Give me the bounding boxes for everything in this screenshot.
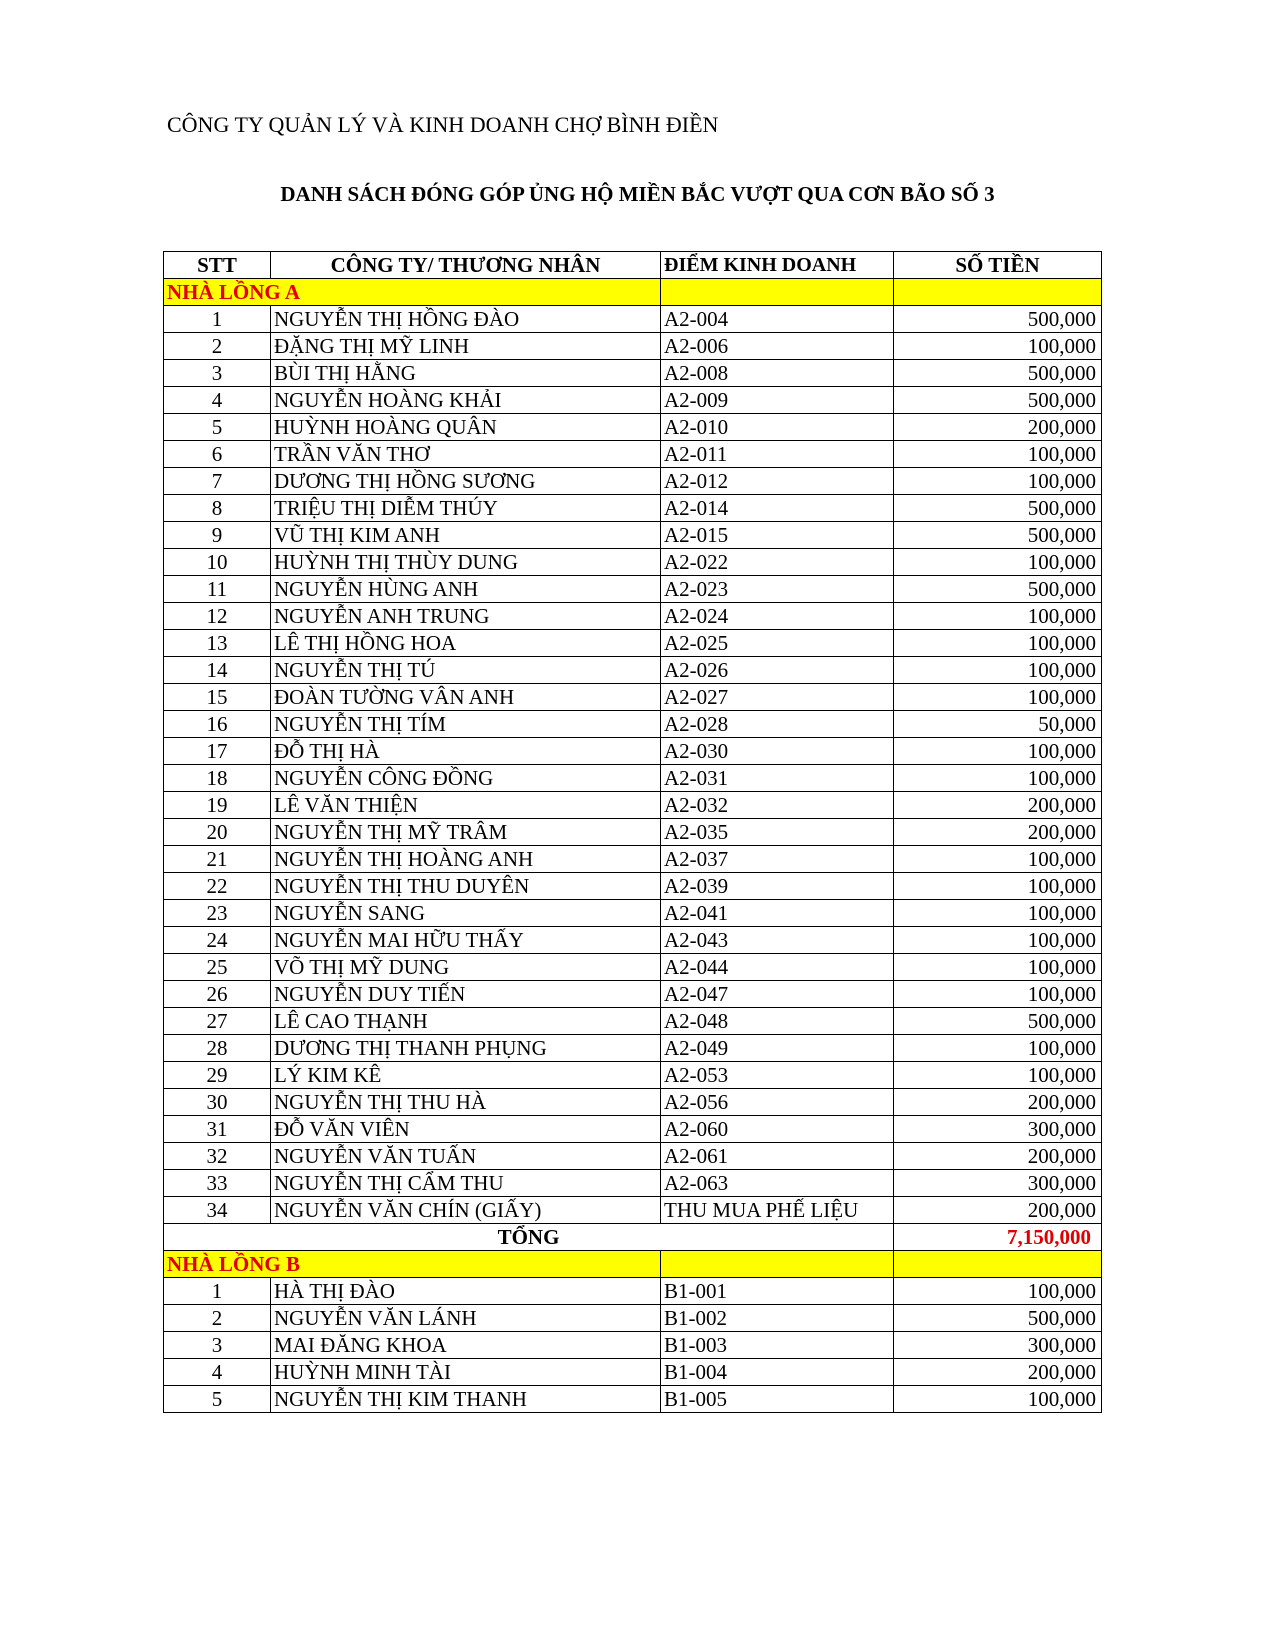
row-stt: 32 bbox=[164, 1143, 271, 1170]
row-stt: 11 bbox=[164, 576, 271, 603]
row-name: TRIỆU THỊ DIỄM THÚY bbox=[271, 495, 661, 522]
row-amount: 500,000 bbox=[894, 360, 1102, 387]
row-location: A2-048 bbox=[661, 1008, 894, 1035]
row-location: B1-002 bbox=[661, 1305, 894, 1332]
row-stt: 4 bbox=[164, 387, 271, 414]
row-amount: 200,000 bbox=[894, 414, 1102, 441]
row-name: NGUYỄN THỊ THU DUYÊN bbox=[271, 873, 661, 900]
row-stt: 22 bbox=[164, 873, 271, 900]
row-stt: 1 bbox=[164, 1278, 271, 1305]
row-name: LÊ THỊ HỒNG HOA bbox=[271, 630, 661, 657]
row-location: A2-026 bbox=[661, 657, 894, 684]
row-name: NGUYỄN THỊ HỒNG ĐÀO bbox=[271, 306, 661, 333]
row-location: A2-012 bbox=[661, 468, 894, 495]
table-row bbox=[164, 522, 1102, 549]
row-stt: 3 bbox=[164, 1332, 271, 1359]
row-name: LÝ KIM KÊ bbox=[271, 1062, 661, 1089]
row-amount: 300,000 bbox=[894, 1170, 1102, 1197]
row-amount: 100,000 bbox=[894, 954, 1102, 981]
row-stt: 25 bbox=[164, 954, 271, 981]
row-amount: 200,000 bbox=[894, 1197, 1102, 1224]
table-row bbox=[164, 576, 1102, 603]
row-location: A2-044 bbox=[661, 954, 894, 981]
company-name: CÔNG TY QUẢN LÝ VÀ KINH DOANH CHỢ BÌNH ĐIỀN bbox=[167, 112, 719, 137]
table-row bbox=[164, 387, 1102, 414]
row-stt: 17 bbox=[164, 738, 271, 765]
row-name: DƯƠNG THỊ HỒNG SƯƠNG bbox=[271, 468, 661, 495]
row-stt: 12 bbox=[164, 603, 271, 630]
table-header-row bbox=[164, 252, 1102, 279]
row-name: DƯƠNG THỊ THANH PHỤNG bbox=[271, 1035, 661, 1062]
row-location: A2-011 bbox=[661, 441, 894, 468]
section-empty-cell bbox=[661, 1251, 894, 1278]
row-amount: 200,000 bbox=[894, 1089, 1102, 1116]
table-row bbox=[164, 468, 1102, 495]
row-stt: 5 bbox=[164, 414, 271, 441]
row-amount: 500,000 bbox=[894, 495, 1102, 522]
section-header-row bbox=[164, 1251, 1102, 1278]
row-amount: 100,000 bbox=[894, 1062, 1102, 1089]
row-stt: 24 bbox=[164, 927, 271, 954]
row-location: B1-005 bbox=[661, 1386, 894, 1413]
table-row bbox=[164, 360, 1102, 387]
row-location: A2-010 bbox=[661, 414, 894, 441]
table-row bbox=[164, 711, 1102, 738]
row-name: NGUYỄN DUY TIẾN bbox=[271, 981, 661, 1008]
row-name: ĐỖ THỊ HÀ bbox=[271, 738, 661, 765]
table-row bbox=[164, 900, 1102, 927]
row-stt: 18 bbox=[164, 765, 271, 792]
total-row bbox=[164, 1224, 1102, 1251]
row-name: ĐỖ VĂN VIÊN bbox=[271, 1116, 661, 1143]
row-name: HUỲNH MINH TÀI bbox=[271, 1359, 661, 1386]
header-stt: STT bbox=[164, 252, 271, 279]
row-amount: 200,000 bbox=[894, 792, 1102, 819]
row-location: A2-015 bbox=[661, 522, 894, 549]
table-body bbox=[164, 279, 1102, 1413]
table-row bbox=[164, 333, 1102, 360]
row-name: NGUYỄN CÔNG ĐỒNG bbox=[271, 765, 661, 792]
table-row bbox=[164, 792, 1102, 819]
row-amount: 100,000 bbox=[894, 1035, 1102, 1062]
table-row bbox=[164, 1116, 1102, 1143]
total-amount: 7,150,000 bbox=[894, 1224, 1102, 1251]
table-row bbox=[164, 1305, 1102, 1332]
row-amount: 500,000 bbox=[894, 522, 1102, 549]
row-stt: 23 bbox=[164, 900, 271, 927]
section-empty-cell bbox=[894, 1251, 1102, 1278]
row-name: ĐOÀN TƯỜNG VÂN ANH bbox=[271, 684, 661, 711]
row-amount: 300,000 bbox=[894, 1332, 1102, 1359]
row-stt: 3 bbox=[164, 360, 271, 387]
row-location: A2-028 bbox=[661, 711, 894, 738]
row-amount: 50,000 bbox=[894, 711, 1102, 738]
row-name: VŨ THỊ KIM ANH bbox=[271, 522, 661, 549]
row-stt: 27 bbox=[164, 1008, 271, 1035]
row-name: NGUYỄN VĂN LÁNH bbox=[271, 1305, 661, 1332]
row-amount: 100,000 bbox=[894, 630, 1102, 657]
row-location: A2-027 bbox=[661, 684, 894, 711]
row-location: A2-024 bbox=[661, 603, 894, 630]
row-stt: 34 bbox=[164, 1197, 271, 1224]
row-location: A2-061 bbox=[661, 1143, 894, 1170]
table-row bbox=[164, 765, 1102, 792]
row-location: A2-053 bbox=[661, 1062, 894, 1089]
table-row bbox=[164, 1035, 1102, 1062]
row-location: A2-004 bbox=[661, 306, 894, 333]
row-name: LÊ CAO THẠNH bbox=[271, 1008, 661, 1035]
section-name: NHÀ LỒNG B bbox=[164, 1251, 661, 1278]
row-amount: 100,000 bbox=[894, 846, 1102, 873]
row-stt: 26 bbox=[164, 981, 271, 1008]
table-row bbox=[164, 1359, 1102, 1386]
row-amount: 500,000 bbox=[894, 576, 1102, 603]
row-location: A2-009 bbox=[661, 387, 894, 414]
row-location: B1-001 bbox=[661, 1278, 894, 1305]
table-row bbox=[164, 306, 1102, 333]
row-stt: 4 bbox=[164, 1359, 271, 1386]
row-stt: 14 bbox=[164, 657, 271, 684]
row-stt: 2 bbox=[164, 333, 271, 360]
row-location: A2-006 bbox=[661, 333, 894, 360]
row-name: NGUYỄN THỊ HOÀNG ANH bbox=[271, 846, 661, 873]
row-location: A2-025 bbox=[661, 630, 894, 657]
row-stt: 8 bbox=[164, 495, 271, 522]
table-row bbox=[164, 738, 1102, 765]
row-name: BÙI THỊ HẰNG bbox=[271, 360, 661, 387]
row-stt: 19 bbox=[164, 792, 271, 819]
row-amount: 500,000 bbox=[894, 1008, 1102, 1035]
row-amount: 100,000 bbox=[894, 549, 1102, 576]
table-row bbox=[164, 1386, 1102, 1413]
row-amount: 100,000 bbox=[894, 684, 1102, 711]
row-amount: 500,000 bbox=[894, 387, 1102, 414]
header-name: CÔNG TY/ THƯƠNG NHÂN bbox=[271, 252, 661, 279]
row-name: VÕ THỊ MỸ DUNG bbox=[271, 954, 661, 981]
row-location: A2-035 bbox=[661, 819, 894, 846]
row-amount: 100,000 bbox=[894, 738, 1102, 765]
row-name: NGUYỄN VĂN CHÍN (GIẤY) bbox=[271, 1197, 661, 1224]
row-name: NGUYỄN THỊ MỸ TRÂM bbox=[271, 819, 661, 846]
row-location: A2-032 bbox=[661, 792, 894, 819]
row-name: NGUYỄN THỊ CẨM THU bbox=[271, 1170, 661, 1197]
row-location: A2-047 bbox=[661, 981, 894, 1008]
table-row bbox=[164, 441, 1102, 468]
table-row bbox=[164, 1170, 1102, 1197]
table-row bbox=[164, 927, 1102, 954]
table-row bbox=[164, 1197, 1102, 1224]
table-row bbox=[164, 414, 1102, 441]
table-row bbox=[164, 495, 1102, 522]
row-name: NGUYỄN THỊ THU HÀ bbox=[271, 1089, 661, 1116]
row-name: TRẦN VĂN THƠ bbox=[271, 441, 661, 468]
row-name: NGUYỄN MAI HỮU THẤY bbox=[271, 927, 661, 954]
row-stt: 1 bbox=[164, 306, 271, 333]
row-name: NGUYỄN VĂN TUẤN bbox=[271, 1143, 661, 1170]
row-amount: 200,000 bbox=[894, 1143, 1102, 1170]
row-location: A2-063 bbox=[661, 1170, 894, 1197]
section-empty-cell bbox=[894, 279, 1102, 306]
row-amount: 100,000 bbox=[894, 981, 1102, 1008]
row-name: NGUYỄN HÙNG ANH bbox=[271, 576, 661, 603]
row-amount: 100,000 bbox=[894, 441, 1102, 468]
row-stt: 29 bbox=[164, 1062, 271, 1089]
row-amount: 200,000 bbox=[894, 1359, 1102, 1386]
table-row bbox=[164, 846, 1102, 873]
row-name: LÊ VĂN THIỆN bbox=[271, 792, 661, 819]
header-amount: SỐ TIỀN bbox=[894, 252, 1102, 279]
row-stt: 10 bbox=[164, 549, 271, 576]
section-name: NHÀ LỒNG A bbox=[164, 279, 661, 306]
row-amount: 500,000 bbox=[894, 306, 1102, 333]
row-stt: 6 bbox=[164, 441, 271, 468]
row-name: MAI ĐĂNG KHOA bbox=[271, 1332, 661, 1359]
row-location: A2-049 bbox=[661, 1035, 894, 1062]
row-stt: 21 bbox=[164, 846, 271, 873]
row-location: B1-004 bbox=[661, 1359, 894, 1386]
table-row bbox=[164, 630, 1102, 657]
row-amount: 100,000 bbox=[894, 333, 1102, 360]
section-empty-cell bbox=[661, 279, 894, 306]
row-stt: 31 bbox=[164, 1116, 271, 1143]
row-stt: 13 bbox=[164, 630, 271, 657]
row-amount: 300,000 bbox=[894, 1116, 1102, 1143]
row-location: A2-060 bbox=[661, 1116, 894, 1143]
row-location: A2-056 bbox=[661, 1089, 894, 1116]
row-location: A2-031 bbox=[661, 765, 894, 792]
document-title: DANH SÁCH ĐÓNG GÓP ỦNG HỘ MIỀN BẮC VƯỢT QUA CƠN BÃO SỐ 3 bbox=[280, 182, 995, 206]
table-row bbox=[164, 954, 1102, 981]
table-row bbox=[164, 549, 1102, 576]
row-location: A2-041 bbox=[661, 900, 894, 927]
row-name: HUỲNH THỊ THÙY DUNG bbox=[271, 549, 661, 576]
row-stt: 2 bbox=[164, 1305, 271, 1332]
row-amount: 100,000 bbox=[894, 873, 1102, 900]
row-amount: 500,000 bbox=[894, 1305, 1102, 1332]
total-label: TỔNG bbox=[164, 1224, 894, 1251]
table-row bbox=[164, 819, 1102, 846]
table-row bbox=[164, 1062, 1102, 1089]
row-location: A2-030 bbox=[661, 738, 894, 765]
row-name: HÀ THỊ ĐÀO bbox=[271, 1278, 661, 1305]
row-location: A2-043 bbox=[661, 927, 894, 954]
row-name: NGUYỄN SANG bbox=[271, 900, 661, 927]
row-name: NGUYỄN ANH TRUNG bbox=[271, 603, 661, 630]
table-row bbox=[164, 873, 1102, 900]
row-amount: 100,000 bbox=[894, 765, 1102, 792]
row-amount: 100,000 bbox=[894, 657, 1102, 684]
table-row bbox=[164, 1143, 1102, 1170]
table-row bbox=[164, 1089, 1102, 1116]
header-location: ĐIỂM KINH DOANH bbox=[661, 252, 894, 279]
row-stt: 9 bbox=[164, 522, 271, 549]
table-row bbox=[164, 1332, 1102, 1359]
section-header-row bbox=[164, 279, 1102, 306]
row-location: A2-014 bbox=[661, 495, 894, 522]
row-location: A2-022 bbox=[661, 549, 894, 576]
row-amount: 200,000 bbox=[894, 819, 1102, 846]
donation-table bbox=[163, 251, 1102, 1413]
table-row bbox=[164, 603, 1102, 630]
row-location: A2-037 bbox=[661, 846, 894, 873]
row-name: HUỲNH HOÀNG QUÂN bbox=[271, 414, 661, 441]
row-amount: 100,000 bbox=[894, 927, 1102, 954]
row-stt: 5 bbox=[164, 1386, 271, 1413]
row-location: B1-003 bbox=[661, 1332, 894, 1359]
row-amount: 100,000 bbox=[894, 1386, 1102, 1413]
row-amount: 100,000 bbox=[894, 900, 1102, 927]
row-name: NGUYỄN THỊ KIM THANH bbox=[271, 1386, 661, 1413]
row-stt: 15 bbox=[164, 684, 271, 711]
row-amount: 100,000 bbox=[894, 603, 1102, 630]
row-stt: 7 bbox=[164, 468, 271, 495]
row-stt: 28 bbox=[164, 1035, 271, 1062]
table-row bbox=[164, 1278, 1102, 1305]
row-amount: 100,000 bbox=[894, 1278, 1102, 1305]
row-stt: 33 bbox=[164, 1170, 271, 1197]
row-name: NGUYỄN HOÀNG KHẢI bbox=[271, 387, 661, 414]
row-stt: 30 bbox=[164, 1089, 271, 1116]
row-name: NGUYỄN THỊ TÍM bbox=[271, 711, 661, 738]
row-location: A2-023 bbox=[661, 576, 894, 603]
row-location: A2-039 bbox=[661, 873, 894, 900]
table-row bbox=[164, 1008, 1102, 1035]
row-name: ĐẶNG THỊ MỸ LINH bbox=[271, 333, 661, 360]
row-name: NGUYỄN THỊ TÚ bbox=[271, 657, 661, 684]
row-stt: 16 bbox=[164, 711, 271, 738]
table-row bbox=[164, 684, 1102, 711]
row-amount: 100,000 bbox=[894, 468, 1102, 495]
row-location: THU MUA PHẾ LIỆU bbox=[661, 1197, 894, 1224]
table-row bbox=[164, 981, 1102, 1008]
row-location: A2-008 bbox=[661, 360, 894, 387]
row-stt: 20 bbox=[164, 819, 271, 846]
table-row bbox=[164, 657, 1102, 684]
